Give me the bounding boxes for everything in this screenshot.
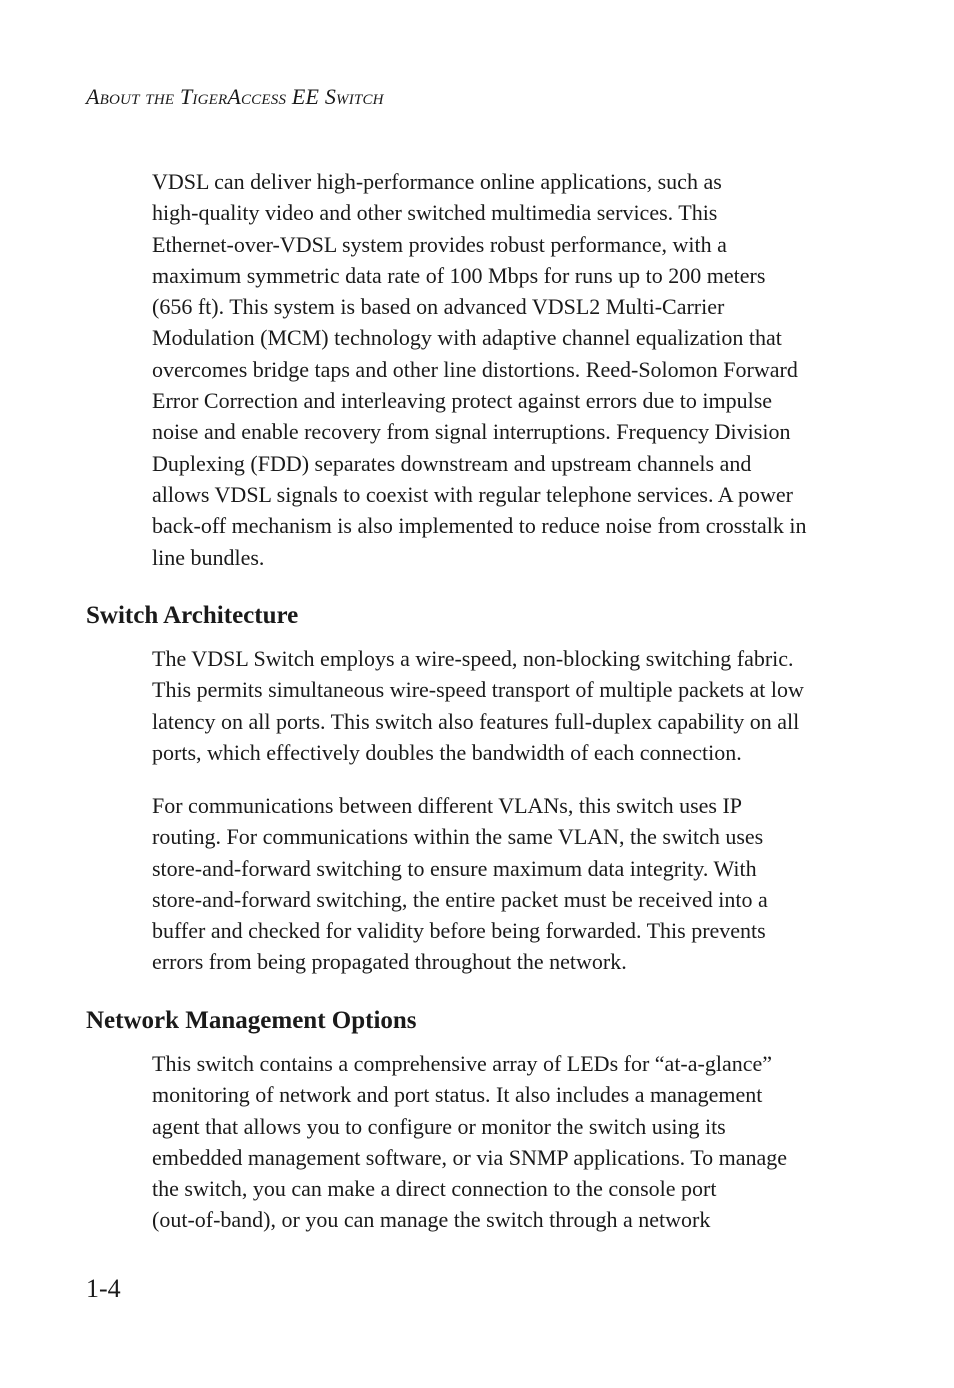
text-line: (out-of-band), or you can manage the switch through a network <box>152 1207 711 1233</box>
page-number: 1-4 <box>86 1274 121 1303</box>
text-line: VDSL can deliver high-performance online applications, such as <box>152 169 722 194</box>
switch-architecture-paragraph-2 <box>152 790 852 978</box>
text-line: Ethernet-over-VDSL system provides robust performance, with a <box>152 231 727 257</box>
text-line: noise and enable recovery from signal interruptions. Frequency Division <box>152 419 791 445</box>
text-line: store-and-forward switching, the entire packet must be received into a <box>152 886 768 912</box>
text-line: high-quality video and other switched multimedia services. This <box>152 200 718 226</box>
text-line: The VDSL Switch employs a wire-speed, non-blocking switching fabric. <box>152 646 794 671</box>
text-line: overcomes bridge taps and other line distortions. Reed-Solomon Forward <box>152 356 798 382</box>
section-heading-network-management: Network Management Options <box>86 1007 417 1034</box>
text-line: maximum symmetric data rate of 100 Mbps for runs up to 200 meters <box>152 262 766 288</box>
intro-paragraph <box>152 166 852 573</box>
text-line: Modulation (MCM) technology with adaptive channel equalization that <box>152 325 782 351</box>
text-line: latency on all ports. This switch also features full-duplex capability on all <box>152 708 800 734</box>
text-line: embedded management software, or via SNMP applications. To manage <box>152 1144 788 1170</box>
text-line: allows VDSL signals to coexist with regular telephone services. A power <box>152 481 793 507</box>
text-line: back-off mechanism is also implemented to reduce noise from crosstalk in <box>152 513 807 539</box>
text-line: Error Correction and interleaving protect against errors due to impulse <box>152 388 773 414</box>
network-management-paragraph-1 <box>152 1048 852 1236</box>
text-line: buffer and checked for validity before being forwarded. This prevents <box>152 918 766 944</box>
text-line: For communications between different VLANs, this switch uses IP <box>152 793 743 818</box>
text-line: (656 ft). This system is based on advanced VDSL2 Multi-Carrier <box>152 294 725 320</box>
text-line: the switch, you can make a direct connection to the console port <box>152 1176 717 1202</box>
text-line: This permits simultaneous wire-speed transport of multiple packets at low <box>152 677 804 703</box>
text-line: ports, which effectively doubles the bandwidth of each connection. <box>152 739 742 765</box>
text-line: This switch contains a comprehensive array of LEDs for “at-a-glance” <box>152 1051 773 1076</box>
text-line: monitoring of network and port status. It also includes a management <box>152 1082 763 1108</box>
text-line: line bundles. <box>152 544 265 570</box>
section-heading-switch-architecture: Switch Architecture <box>86 602 299 629</box>
text-line: store-and-forward switching to ensure maximum data integrity. With <box>152 855 757 881</box>
text-line: agent that allows you to configure or monitor the switch using its <box>152 1113 726 1139</box>
switch-architecture-paragraph-1 <box>152 643 852 768</box>
running-header: About the TigerAccess EE Switch <box>86 84 384 109</box>
text-line: errors from being propagated throughout the network. <box>152 949 627 975</box>
text-line: routing. For communications within the same VLAN, the switch uses <box>152 824 764 850</box>
text-line: Duplexing (FDD) separates downstream and upstream channels and <box>152 450 752 476</box>
